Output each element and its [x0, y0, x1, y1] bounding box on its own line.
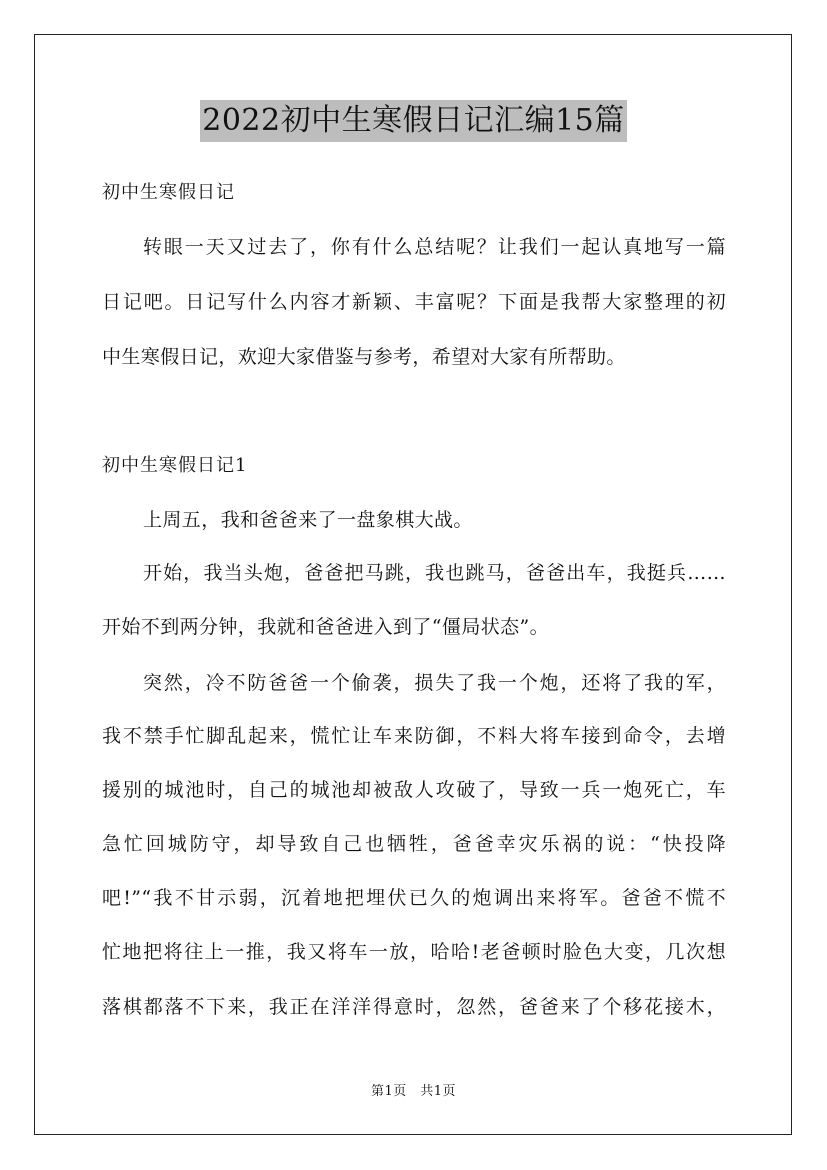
page-number: 第1页 共1页 [370, 1084, 457, 1099]
entry-heading: 初中生寒假日记1 [102, 455, 248, 476]
intro-line: 中生寒假日记，欢迎大家借鉴与参考，希望对大家有所帮助。 [102, 346, 626, 368]
paragraph-line: 突然，冷不防爸爸一个偷袭，损失了我一个炮，还将了我的军， [143, 672, 726, 694]
paragraph-line: 开始，我当头炮，爸爸把马跳，我也跳马，爸爸出车，我挺兵…… [143, 562, 726, 584]
intro-line: 日记吧。日记写什么内容才新颖、丰富呢？下面是我帮大家整理的初 [102, 291, 726, 313]
paragraph-line: 落棋都落不下来，我正在洋洋得意时，忽然，爸爸来了个移花接木， [102, 996, 726, 1018]
paragraph-line: 吧!”“我不甘示弱，沉着地把埋伏已久的炮调出来将军。爸爸不慌不 [102, 887, 726, 909]
section-heading: 初中生寒假日记 [102, 182, 235, 203]
title-container [0, 100, 827, 142]
paragraph-line: 我不禁手忙脚乱起来，慌忙让车来防御，不料大将车接到命令，去增 [102, 725, 726, 747]
paragraph-line: 忙地把将往上一推，我又将车一放，哈哈!老爸顿时脸色大变，几次想 [102, 941, 726, 963]
paragraph-line: 急忙回城防守，却导致自己也牺牲，爸爸幸灾乐祸的说：“快投降 [102, 833, 726, 855]
paragraph-line: 上周五，我和爸爸来了一盘象棋大战。 [143, 509, 473, 531]
document-title: 2022初中生寒假日记汇编15篇 [200, 100, 627, 142]
intro-line: 转眼一天又过去了，你有什么总结呢？让我们一起认真地写一篇 [143, 236, 726, 258]
paragraph-line: 开始不到两分钟，我就和爸爸进入到了“僵局状态”。 [102, 616, 550, 638]
paragraph-line: 援别的城池时，自己的城池却被敌人攻破了，导致一兵一炮死亡，车 [102, 779, 726, 801]
